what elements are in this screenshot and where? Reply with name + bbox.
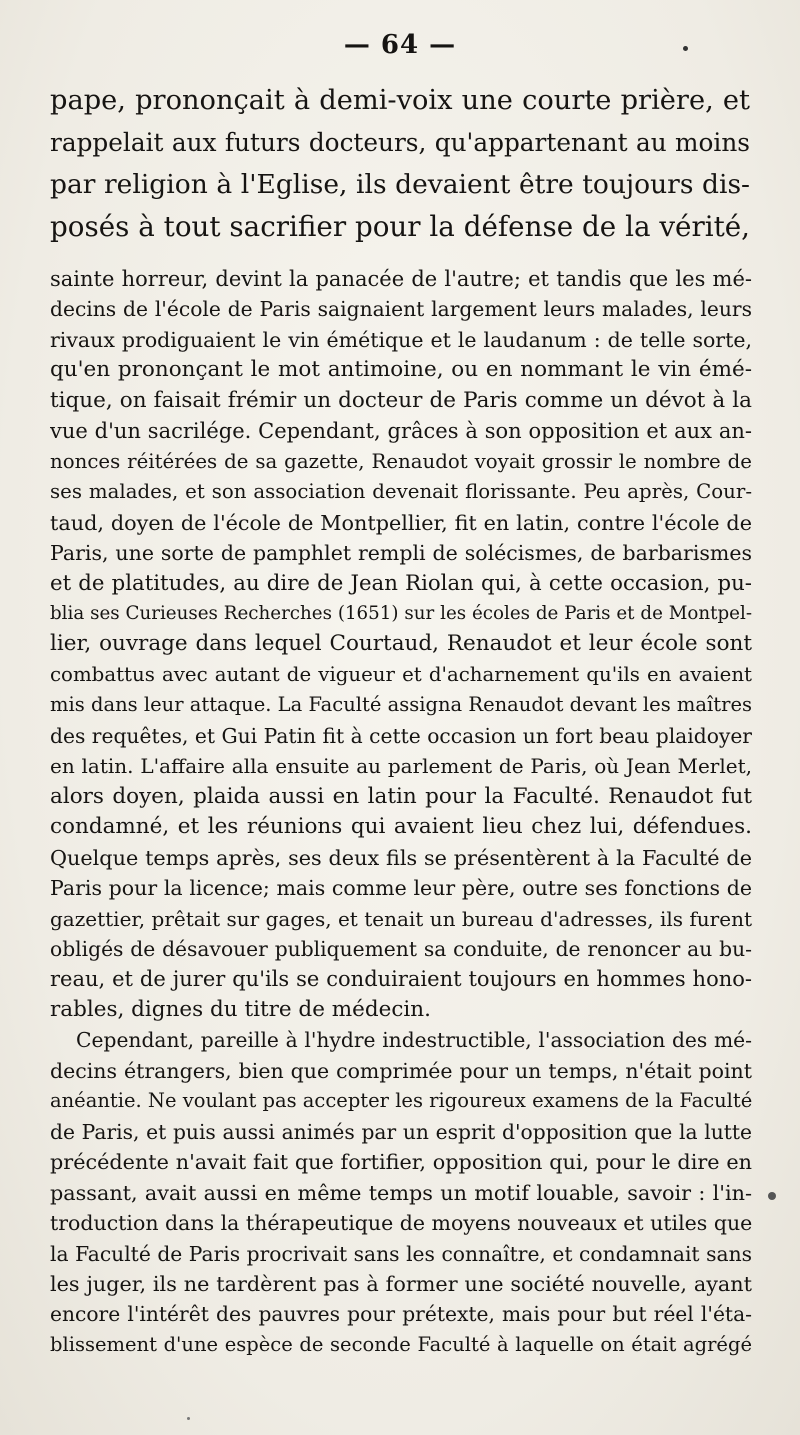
body-line: rables, dignes du titre de médecin. (50, 996, 431, 1022)
body-line: ses malades, et son association devenait florissante. Peu après, Cour- (50, 480, 752, 504)
body-line: Paris, une sorte de pamphlet rempli de solécismes, de barbarismes (50, 541, 752, 566)
body-line: lier, ouvrage dans lequel Courtaud, Renaudot et leur école sont (50, 631, 752, 657)
heading-paragraph (50, 80, 750, 248)
heading-line: rappelait aux futurs docteurs, qu'appartenant au moins (50, 128, 750, 157)
ink-speck (768, 1192, 776, 1200)
heading-line: pape, prononçait à demi-voix une courte prière, et (50, 85, 750, 116)
body-line: mis dans leur attaque. La Faculté assigna Renaudot devant les maîtres (50, 693, 752, 717)
body-line: obligés de désavouer publiquement sa conduite, de renoncer au bu- (50, 936, 752, 961)
body-line: la Faculté de Paris procrivait sans les connaître, et condamnait sans (50, 1241, 752, 1266)
body-line: combattus avec autant de vigueur et d'acharnement qu'ils en avaient (50, 662, 752, 686)
body-line: et de platitudes, au dire de Jean Riolan qui, à cette occasion, pu- (50, 570, 752, 596)
body-line: decins de l'école de Paris saignaient largement leurs malades, leurs (50, 297, 752, 322)
body-line: de Paris, et puis aussi animés par un esprit d'opposition que la lutte (50, 1119, 752, 1144)
body-line: anéantie. Ne voulant pas accepter les rigoureux examens de la Faculté (50, 1089, 752, 1113)
body-line: passant, avait aussi en même temps un motif louable, savoir : l'in- (50, 1180, 752, 1205)
body-line: gazettier, prêtait sur gages, et tenait un bureau d'adresses, ils furent (50, 906, 752, 931)
body-line: alors doyen, plaida aussi en latin pour la Faculté. Renaudot fut (50, 783, 752, 809)
body-line: blissement d'une espèce de seconde Faculté à laquelle on était agrégé (50, 1332, 752, 1356)
body-text (50, 264, 752, 1360)
body-line: encore l'intérêt des pauvres pour prétexte, mais pour but réel l'éta- (50, 1302, 752, 1327)
body-line: des requêtes, et Gui Patin fit à cette occasion un fort beau plaidoyer (50, 723, 752, 748)
body-line: les juger, ils ne tardèrent pas à former une société nouvelle, ayant (50, 1271, 752, 1296)
body-line: reau, et de jurer qu'ils se conduiraient toujours en hommes hono- (50, 967, 752, 992)
page-number: — 64 — (343, 30, 457, 60)
body-line: rivaux prodiguaient le vin émétique et le laudanum : de telle sorte, (50, 327, 752, 352)
body-line: decins étrangers, bien que comprimée pour un temps, n'était point (50, 1058, 752, 1083)
ink-speck (187, 1417, 190, 1420)
body-line: vue d'un sacrilége. Cependant, grâces à son opposition et aux an- (50, 419, 752, 444)
body-line: Cependant, pareille à l'hydre indestructible, l'association des mé- (76, 1028, 752, 1053)
body-line: Quelque temps après, ses deux fils se présentèrent à la Faculté de (50, 845, 752, 870)
body-line: condamné, et les réunions qui avaient lieu chez lui, défendues. (50, 814, 752, 840)
heading-line: posés à tout sacrifier pour la défense de la vérité, (50, 210, 750, 243)
body-line: précédente n'avait fait que fortifier, opposition qui, pour le dire en (50, 1150, 752, 1175)
body-line: sainte horreur, devint la panacée de l'autre; et tandis que les mé- (50, 267, 752, 291)
body-line: qu'en prononçant le mot antimoine, ou en nommant le vin émé- (50, 357, 752, 383)
body-line: Paris pour la licence; mais comme leur père, outre ses fonctions de (50, 876, 752, 901)
body-line: nonces réitérées de sa gazette, Renaudot voyait grossir le nombre de (50, 449, 752, 473)
body-line: troduction dans la thérapeutique de moyens nouveaux et utiles que (50, 1211, 752, 1236)
ink-speck (683, 46, 688, 51)
heading-line: par religion à l'Eglise, ils devaient être toujours dis- (50, 169, 750, 200)
body-line: taud, doyen de l'école de Montpellier, fit en latin, contre l'école de (50, 510, 752, 535)
body-line: blia ses Curieuses Recherches (1651) sur les écoles de Paris et de Montpel- (50, 602, 752, 624)
body-line: tique, on faisait frémir un docteur de Paris comme un dévot à la (50, 387, 752, 413)
body-line: en latin. L'affaire alla ensuite au parlement de Paris, où Jean Merlet, (50, 754, 752, 779)
